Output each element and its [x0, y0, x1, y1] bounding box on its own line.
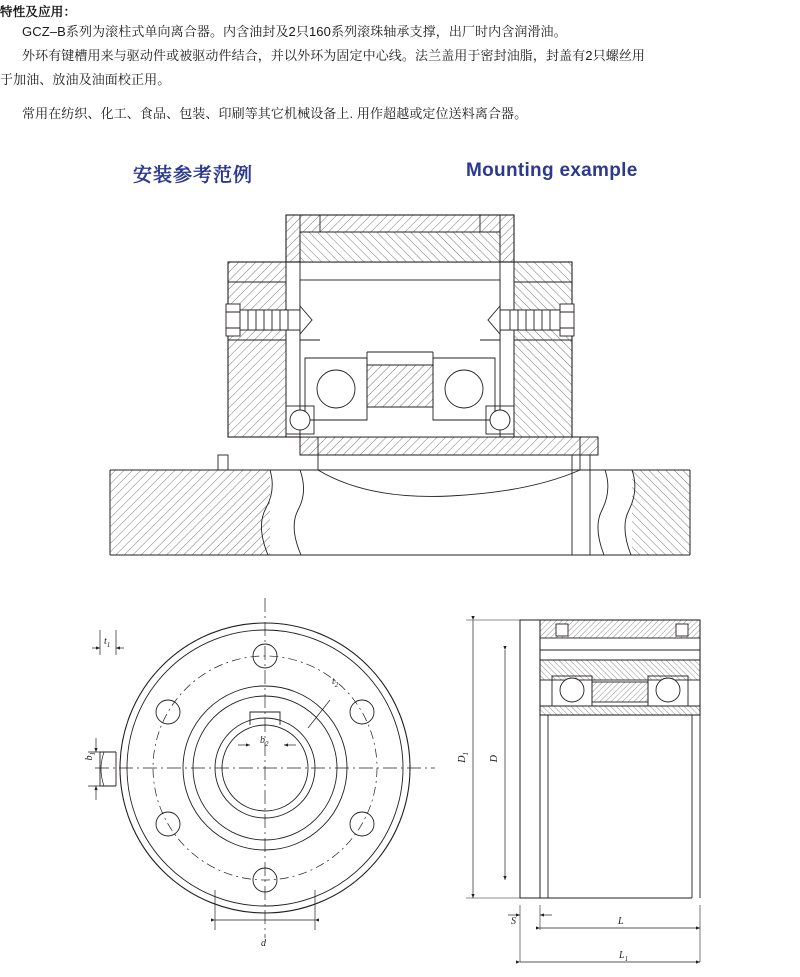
dim-label-L: L	[618, 916, 624, 927]
mounting-example-figure	[110, 215, 690, 555]
paragraph-1: GCZ–B系列为滚柱式单向离合器。内含油封及2只160系列滚珠轴承支撑，出厂时内含润滑油。	[22, 24, 567, 39]
paragraph-2-cont: 于加油、放油及油面校正用。	[0, 72, 171, 87]
dim-label-b2: $b_2$	[260, 735, 269, 748]
dim-label-S: S	[511, 916, 516, 927]
dim-label-t1: $t_1$	[104, 636, 111, 649]
section-heading: 特性及应用：	[0, 5, 77, 19]
dim-label-L1: $L_1$	[619, 950, 629, 963]
flange-front-view-figure	[88, 598, 435, 938]
dim-label-t2: $t_2$	[332, 676, 339, 689]
mounting-example-title-cn: 安装参考范例	[133, 165, 254, 186]
mounting-example-title-en: Mounting example	[466, 160, 638, 181]
dim-label-d: d	[261, 938, 266, 949]
clutch-side-view-figure	[466, 620, 700, 962]
dim-label-D: D	[489, 755, 500, 763]
paragraph-2: 外环有键槽用来与驱动件或被驱动件结合，并以外环为固定中心线。法兰盖用于密封油脂，封盖有2只螺丝用	[22, 48, 646, 63]
dim-label-b1: $b_1$	[84, 752, 97, 761]
dim-label-D1: $D_1$	[457, 752, 470, 763]
paragraph-3: 常用在纺织、化工、食品、包装、印刷等其它机械设备上. 用作超越或定位送料离合器。	[22, 106, 528, 121]
